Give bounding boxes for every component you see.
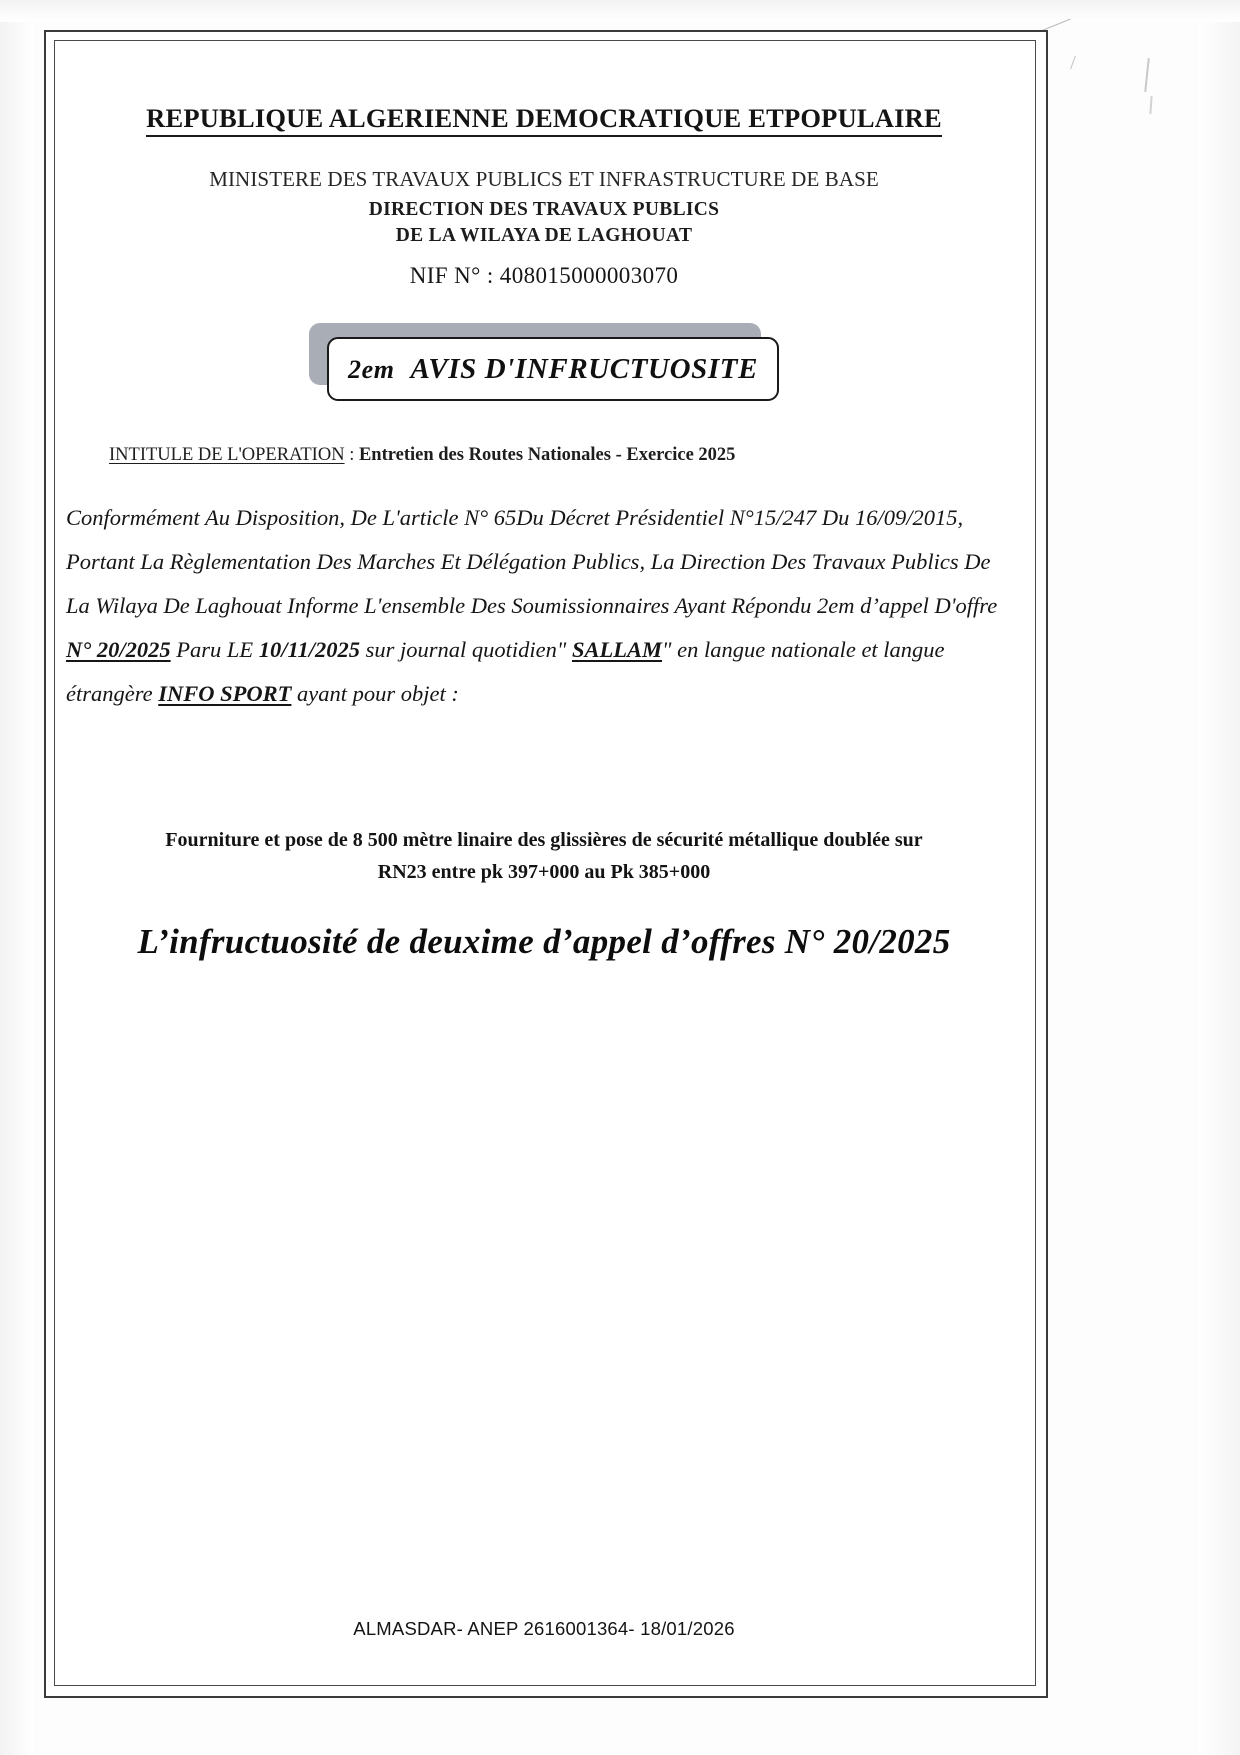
- nif-number: NIF N° : 408015000003070: [409, 263, 679, 288]
- body-segment-2: Paru LE: [170, 637, 259, 662]
- object-line-2: RN23 entre pk 397+000 au Pk 385+000: [377, 861, 711, 883]
- newspaper-foreign: INFO SPORT: [158, 681, 292, 706]
- operation-title-row: [62, 445, 1026, 466]
- notice-title-prefix: 2em: [347, 354, 395, 384]
- operation-value: Entretien des Routes Nationales - Exercice 2025: [358, 445, 736, 465]
- publication-date: 10/11/2025: [258, 637, 361, 662]
- body-paragraph: [62, 496, 1026, 716]
- operation-separator: :: [344, 445, 359, 465]
- notice-title-text: [348, 353, 758, 386]
- scan-artifact-mark: [1144, 58, 1150, 92]
- body-segment-1: Conformément Au Disposition, De L'article N° 65Du Décret Présidentiel N°15/247 Du 16/09/2015, Portant La Règlementation Des Marches Et Délégation Publics, La Direction Des Travaux Publics De La Wilaya De Laghouat Informe L'ensemble Des Soumissionnaires Ayant Répondu 2em d’appel D'offre: [66, 505, 998, 618]
- object-description: [62, 824, 1026, 888]
- ministry-line: MINISTERE DES TRAVAUX PUBLICS ET INFRASTRUCTURE DE BASE: [209, 167, 879, 191]
- scan-edge-right: [1198, 0, 1240, 1755]
- body-segment-5: ayant pour objet :: [291, 681, 459, 706]
- operation-label: INTITULE DE L'OPERATION: [109, 445, 345, 465]
- notice-title-box: [309, 323, 779, 399]
- scan-edge-top: [0, 0, 1240, 22]
- notice-title-main: AVIS D'INFRUCTUOSITE: [410, 352, 759, 385]
- scan-artifact-mark-secondary: [1149, 96, 1152, 114]
- page-title: [62, 103, 1026, 134]
- scan-edge-left: [0, 0, 34, 1755]
- object-line-1: Fourniture et pose de 8 500 mètre linaire des glissières de sécurité métallique doublée sur: [165, 829, 923, 851]
- body-segment-4: " en langue nationale et langue étrangère: [66, 637, 945, 706]
- republic-title-text: REPUBLIQUE ALGERIENNE DEMOCRATIQUE ETPOPULAIRE: [146, 103, 942, 137]
- document-content: [62, 48, 1026, 1676]
- newspaper-national: SALLAM: [572, 637, 663, 662]
- body-segment-3: sur journal quotidien": [360, 637, 572, 662]
- tender-number: N° 20/2025: [66, 637, 171, 662]
- infructuosity-statement: L’infructuosité de deuxime d’appel d’offres N° 20/2025: [137, 922, 951, 961]
- notice-title-box-frame: [327, 337, 779, 401]
- direction-line-1: DIRECTION DES TRAVAUX PUBLICS: [368, 199, 720, 220]
- anep-footer: ALMASDAR- ANEP 2616001364- 18/01/2026: [353, 1618, 735, 1639]
- direction-line-2: DE LA WILAYA DE LAGHOUAT: [395, 225, 693, 246]
